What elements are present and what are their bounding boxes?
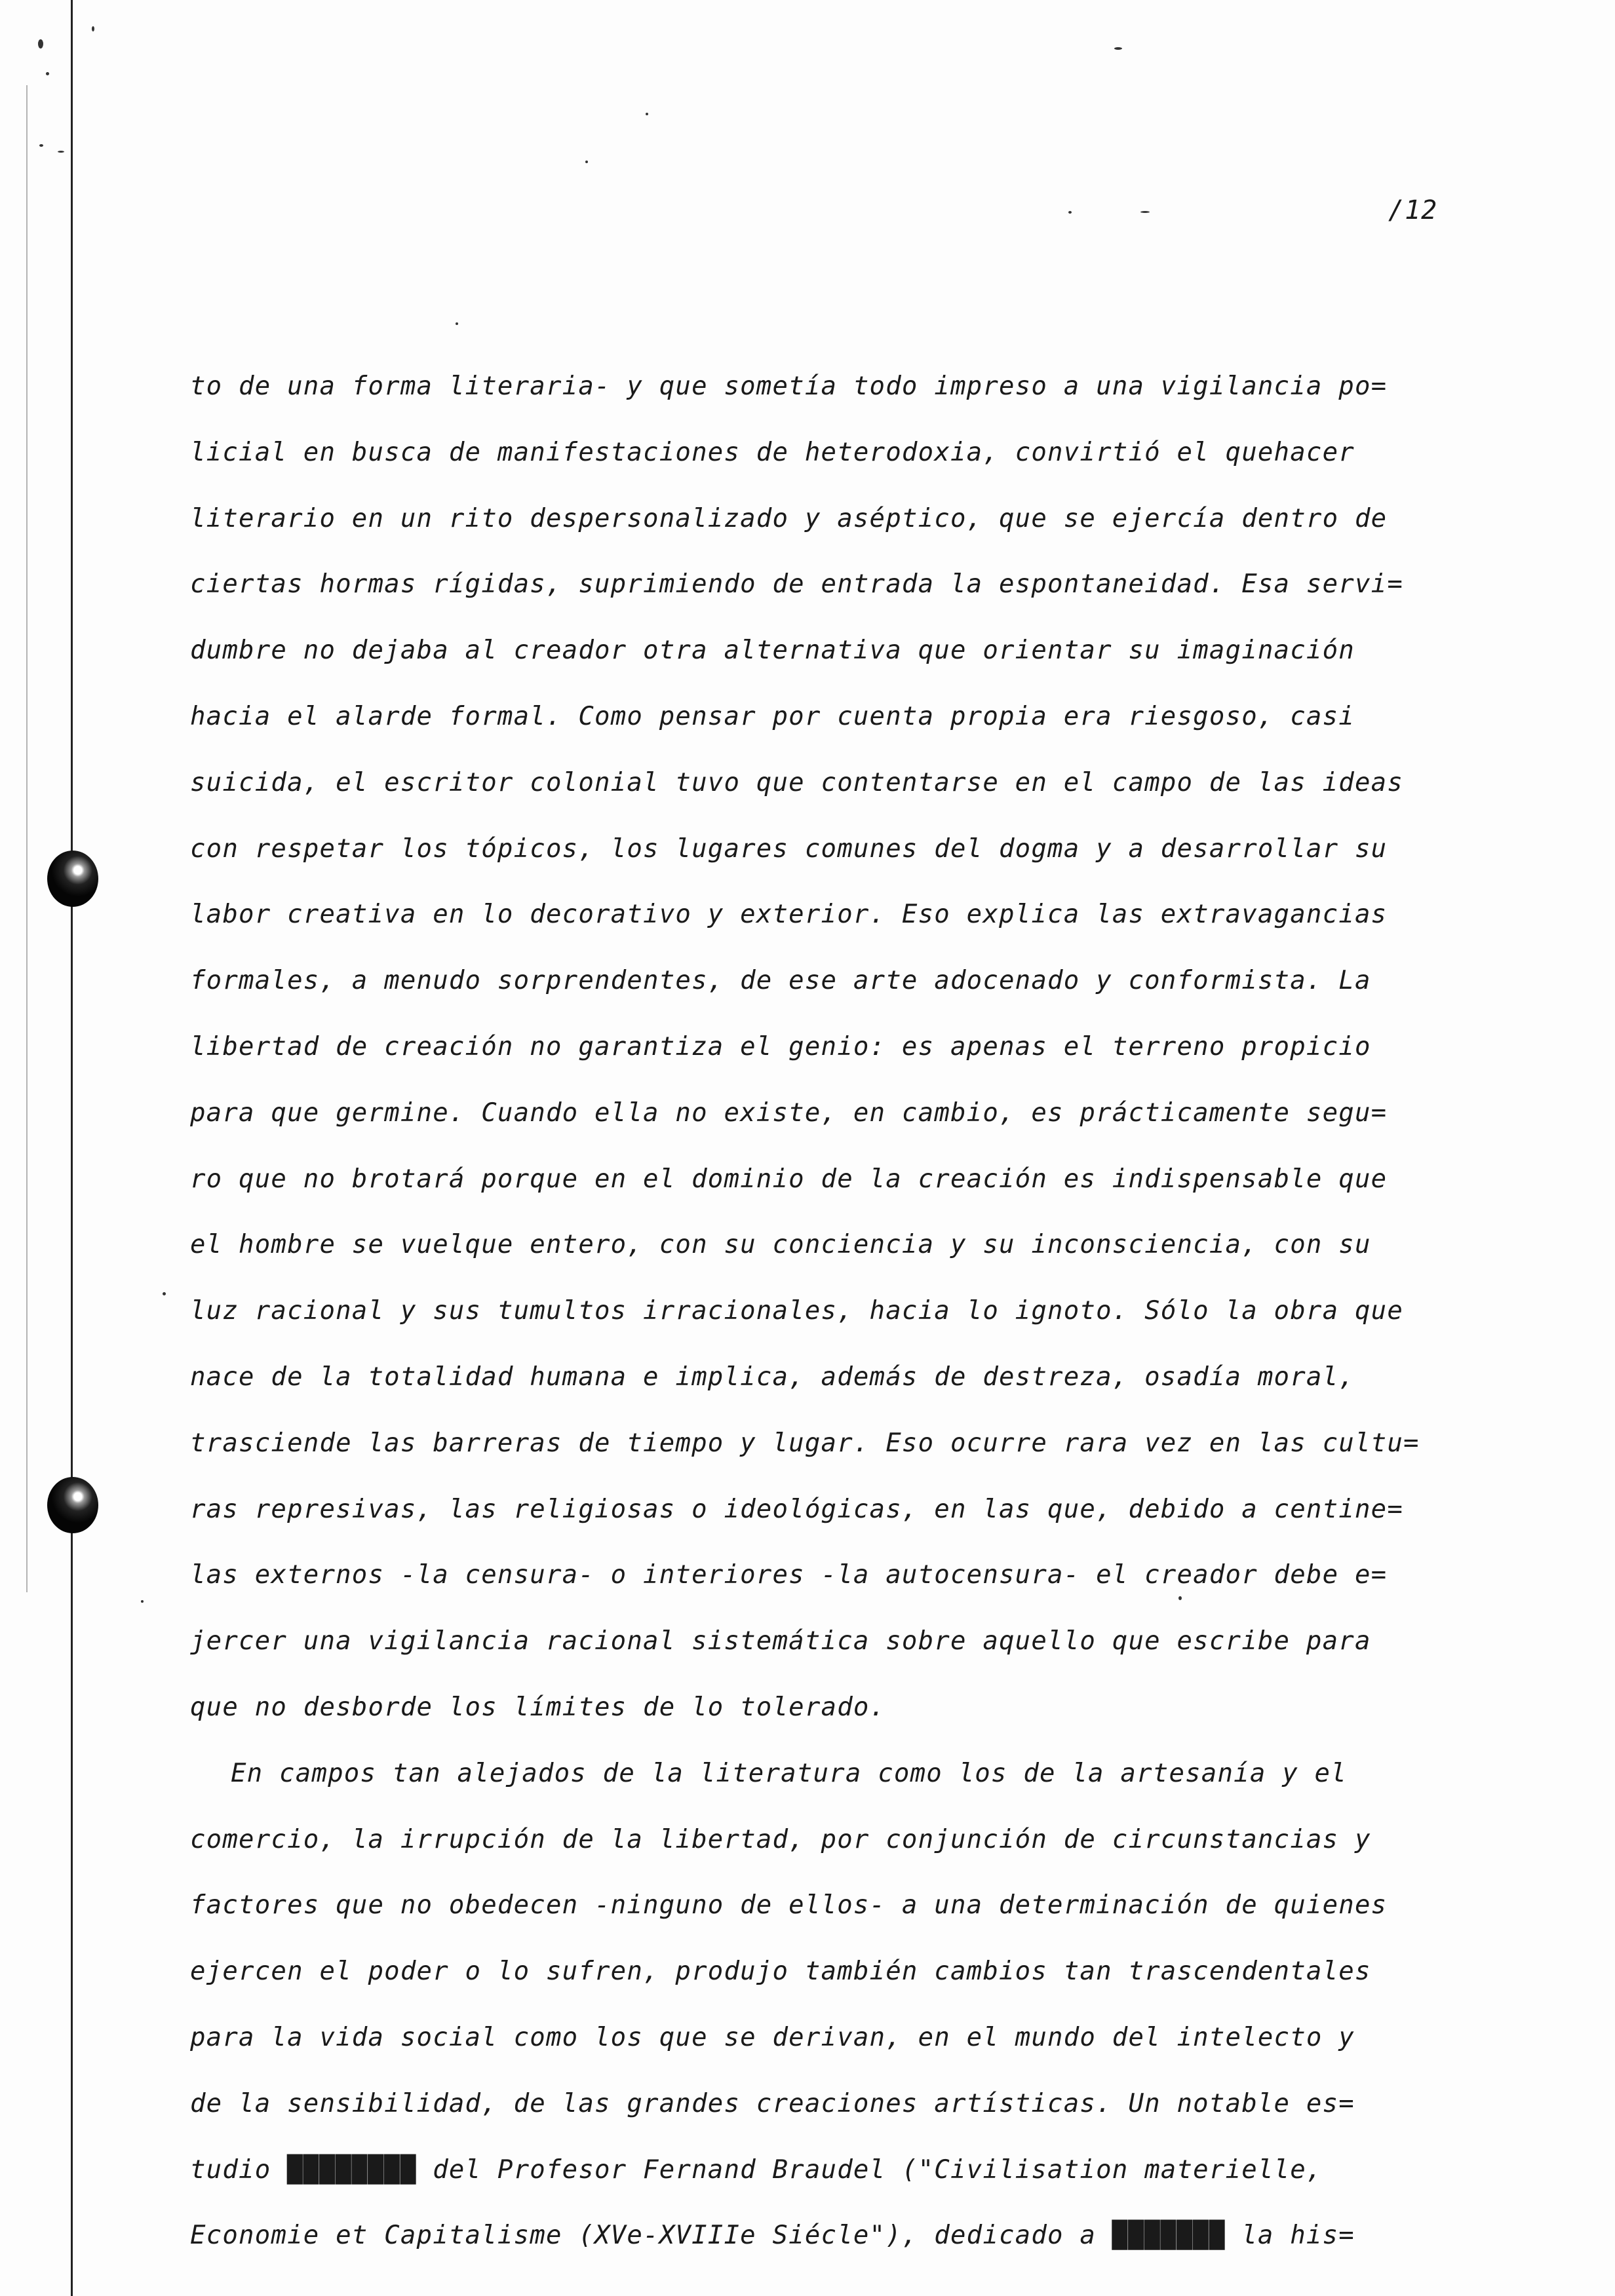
scan-speck: [46, 72, 49, 75]
text-line: jercer una vigilancia racional sistemática sobre aquello que escribe para: [190, 1626, 1371, 1656]
scan-speck: [38, 39, 43, 48]
text-line: el hombre se vuelque entero, con su conciencia y su inconsciencia, con su: [190, 1230, 1371, 1260]
text-line: labor creativa en lo decorativo y exterior. Eso explica las extravagancias: [190, 900, 1388, 930]
scan-speck: [92, 26, 94, 31]
text-line: factores que no obedecen -ninguno de ellos- a una determinación de quienes: [190, 1890, 1388, 1921]
scan-speck: [1114, 47, 1122, 50]
text-line: que no desborde los límites de lo tolerado.: [190, 1692, 886, 1722]
text-line: de la sensibilidad, de las grandes creaciones artísticas. Un notable es=: [190, 2088, 1355, 2118]
text-line: hacia el alarde formal. Como pensar por cuenta propia era riesgoso, casi: [190, 701, 1355, 731]
left-margin-rule: [71, 0, 73, 2296]
text-line: con respetar los tópicos, los lugares comunes del dogma y a desarrollar su: [190, 833, 1388, 864]
paragraph-1: [190, 354, 1455, 1741]
text-line: formales, a menudo sorprendentes, de ese arte adocenado y conformista. La: [190, 966, 1371, 996]
scan-speck: [585, 161, 588, 163]
text-line: comercio, la irrupción de la libertad, por conjunción de circunstancias y: [190, 1824, 1371, 1854]
punch-hole-bottom: [47, 1477, 98, 1533]
text-line: dumbre no dejaba al creador otra alternativa que orientar su imaginación: [190, 636, 1355, 666]
punch-hole-top: [47, 851, 98, 907]
left-margin-scan-edge: [26, 85, 28, 1592]
page-number: /12: [1388, 195, 1438, 225]
text-line: trasciende las barreras de tiempo y lugar. Eso ocurre rara vez en las cultu=: [190, 1428, 1420, 1458]
scan-speck: [39, 144, 43, 147]
text-line: literario en un rito despersonalizado y aséptico, que se ejercía dentro de: [190, 503, 1388, 533]
text-line: tudio ████████ del Profesor Fernand Braudel ("Civilisation materielle,: [190, 2154, 1323, 2185]
scan-speck: [456, 322, 458, 325]
text-line: ro que no brotará porque en el dominio de la creación es indispensable que: [190, 1164, 1388, 1194]
text-line: para la vida social como los que se derivan, en el mundo del intelecto y: [190, 2022, 1355, 2052]
text-line: luz racional y sus tumultos irracionales, hacia lo ignoto. Sólo la obra que: [190, 1296, 1403, 1326]
scan-speck: [141, 1600, 144, 1603]
scan-speck: [58, 151, 64, 153]
text-line: Economie et Capitalisme (XVe-XVIIIe Siécle"), dedicado a ███████ la his=: [190, 2221, 1355, 2251]
text-line: ejercen el poder o lo sufren, produjo también cambios tan trascendentales: [190, 1957, 1371, 1987]
text-line: ciertas hormas rígidas, suprimiendo de entrada la espontaneidad. Esa servi=: [190, 569, 1403, 600]
scan-speck: [163, 1292, 166, 1295]
text-line: licial en busca de manifestaciones de heterodoxia, convirtió el quehacer: [190, 437, 1355, 467]
text-line: suicida, el escritor colonial tuvo que contentarse en el campo de las ideas: [190, 767, 1403, 797]
scan-speck: [1068, 211, 1072, 214]
text-line: to de una forma literaria- y que sometía todo impreso a una vigilancia po=: [190, 372, 1388, 401]
text-line: nace de la totalidad humana e implica, además de destreza, osadía moral,: [190, 1362, 1355, 1392]
text-line: las externos -la censura- o interiores -la autocensura- el creador debe e=: [190, 1560, 1388, 1590]
body-text: [190, 354, 1455, 2269]
text-line: para que germine. Cuando ella no existe, en cambio, es prácticamente segu=: [190, 1098, 1388, 1128]
text-line: ras represivas, las religiosas o ideológicas, en las que, debido a centine=: [190, 1494, 1403, 1524]
text-line: libertad de creación no garantiza el genio: es apenas el terreno propicio: [190, 1031, 1371, 1062]
text-line: En campos tan alejados de la literatura como los de la artesanía y el: [231, 1758, 1347, 1788]
scan-speck: [646, 113, 648, 115]
paragraph-2: [190, 1741, 1455, 2269]
scan-speck: [1140, 211, 1150, 213]
